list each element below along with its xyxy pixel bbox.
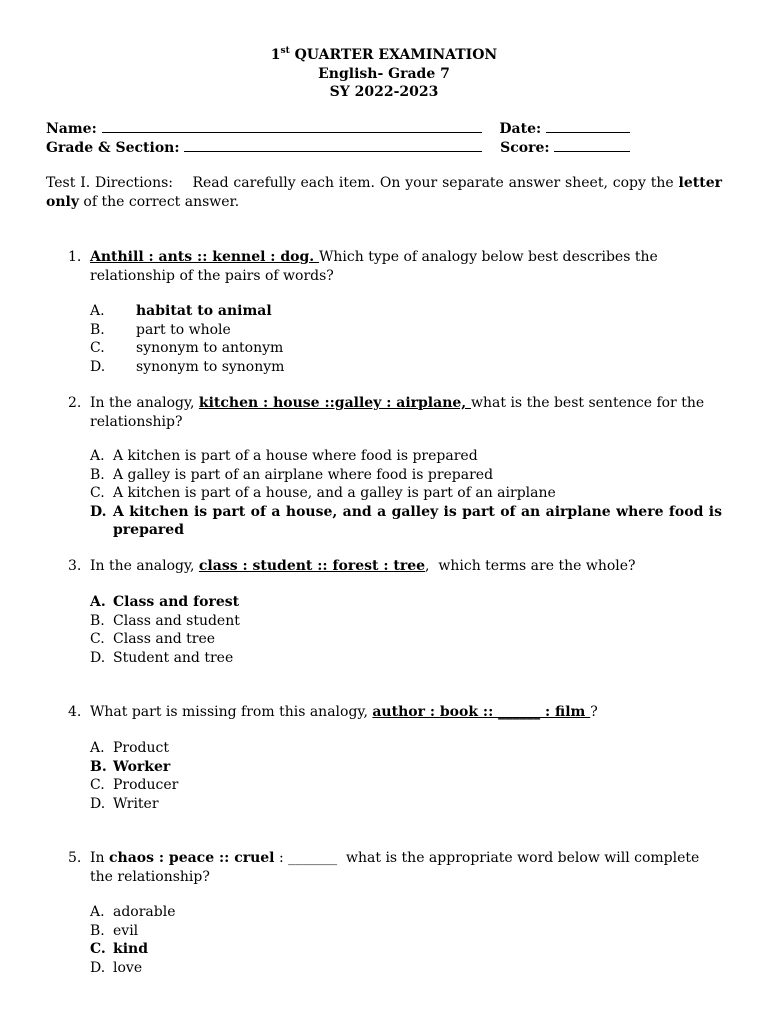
- question-text: [90, 703, 722, 722]
- directions: [46, 174, 722, 211]
- directions-text-end: of the correct answer.: [78, 193, 240, 210]
- option-b[interactable]: [90, 758, 722, 777]
- question-pre: In the analogy,: [90, 395, 199, 411]
- option-text: A galley is part of an airplane where food is prepared: [113, 466, 494, 483]
- option-d[interactable]: [90, 959, 722, 978]
- option-text: Producer: [113, 777, 179, 793]
- question-rest: ?: [590, 704, 598, 720]
- quarter-number: 1: [270, 47, 281, 63]
- option-letter: A.: [90, 594, 106, 610]
- question-rest: : _______ what is the appropriate word below will complete the relationship?: [90, 850, 704, 885]
- question-number: 5.: [68, 850, 82, 866]
- option-d[interactable]: [90, 649, 722, 668]
- question-pre: In the analogy,: [90, 558, 199, 574]
- grade-section-label: Grade & Section:: [46, 140, 180, 156]
- option-letter: D.: [90, 959, 106, 976]
- option-letter: D.: [90, 795, 106, 812]
- option-d[interactable]: [90, 795, 722, 814]
- analogy-text: kitchen : house ::galley : airplane,: [198, 395, 472, 411]
- option-letter: C.: [90, 340, 105, 356]
- option-text: Class and student: [113, 612, 240, 629]
- option-text: evil: [113, 922, 139, 939]
- option-letter: B.: [90, 321, 105, 338]
- date-label: Date:: [499, 121, 542, 137]
- score-field[interactable]: [554, 139, 630, 152]
- option-text: A kitchen is part of a house where food is prepared: [113, 448, 478, 464]
- option-letter: A.: [90, 448, 105, 464]
- option-text: kind: [113, 941, 148, 957]
- question-3-options: [90, 593, 722, 667]
- option-text: Worker: [113, 758, 171, 775]
- question-1-options: [90, 302, 722, 376]
- question-3: [68, 557, 722, 576]
- option-d[interactable]: [90, 503, 722, 540]
- option-a[interactable]: [90, 447, 722, 466]
- question-1: [68, 248, 722, 285]
- option-letter: A.: [90, 303, 105, 319]
- option-text: Class and tree: [113, 631, 216, 647]
- quarter-suffix: st: [280, 46, 290, 56]
- question-rest: what is the best sentence for the relationship?: [90, 395, 705, 430]
- option-c[interactable]: [90, 339, 722, 358]
- directions-text: Test I. Directions: Read carefully each item. On your separate answer sheet, copy the: [46, 175, 679, 191]
- exam-header: [0, 46, 768, 102]
- option-letter: C.: [90, 941, 106, 957]
- option-letter: B.: [90, 612, 105, 629]
- option-a[interactable]: [90, 739, 722, 758]
- question-2: [68, 394, 722, 431]
- option-a[interactable]: [90, 903, 722, 922]
- option-b[interactable]: [90, 321, 722, 340]
- option-text: A kitchen is part of a house, and a galley is part of an airplane: [113, 485, 556, 501]
- option-letter: A.: [90, 740, 105, 756]
- option-letter: B.: [90, 922, 105, 939]
- option-b[interactable]: [90, 466, 722, 485]
- question-text: [90, 557, 722, 576]
- option-text: habitat to animal: [136, 303, 272, 319]
- option-text: Writer: [113, 795, 159, 812]
- analogy-text: Anthill : ants :: kennel : dog.: [90, 249, 320, 265]
- exam-title: [0, 46, 768, 65]
- analogy-text: chaos : peace :: cruel: [109, 850, 275, 866]
- question-pre: What part is missing from this analogy,: [90, 704, 373, 720]
- name-date-row: [46, 120, 722, 137]
- option-letter: D.: [90, 649, 106, 666]
- question-pre: In: [90, 850, 109, 866]
- question-number: 3.: [68, 558, 82, 574]
- question-2-options: [90, 447, 722, 540]
- option-letter: B.: [90, 758, 107, 775]
- analogy-text: class : student :: forest : tree: [198, 558, 426, 574]
- option-letter: A.: [90, 904, 105, 920]
- grade-score-row: [46, 139, 722, 156]
- option-b[interactable]: [90, 612, 722, 631]
- question-5: [68, 849, 722, 886]
- option-text: A kitchen is part of a house, and a galley is part of an airplane where food is prepared: [113, 503, 722, 538]
- option-letter: C.: [90, 777, 105, 793]
- question-4: [68, 703, 722, 722]
- option-b[interactable]: [90, 922, 722, 941]
- date-field[interactable]: [546, 120, 630, 133]
- question-text: [90, 248, 722, 285]
- option-a[interactable]: [90, 302, 722, 321]
- option-text: part to whole: [136, 321, 231, 338]
- question-4-options: [90, 739, 722, 813]
- option-text: synonym to synonym: [136, 358, 285, 375]
- question-number: 2.: [68, 395, 82, 411]
- option-letter: D.: [90, 503, 107, 520]
- option-text: synonym to antonym: [136, 340, 284, 356]
- option-c[interactable]: [90, 940, 722, 959]
- option-text: Class and forest: [113, 594, 240, 610]
- question-number: 1.: [68, 249, 82, 265]
- option-letter: B.: [90, 466, 105, 483]
- option-text: Student and tree: [113, 649, 234, 666]
- score-label: Score:: [500, 140, 550, 156]
- name-field[interactable]: [102, 120, 482, 133]
- school-year: SY 2022-2023: [329, 84, 439, 100]
- exam-title-text: QUARTER EXAMINATION: [289, 47, 498, 63]
- question-number: 4.: [68, 704, 82, 720]
- option-d[interactable]: [90, 358, 722, 377]
- question-rest: , which terms are the whole?: [425, 558, 636, 574]
- name-label: Name:: [46, 121, 97, 137]
- question-rest: Which type of analogy below best describes the relationship of the pairs of words?: [90, 249, 658, 284]
- option-c[interactable]: [90, 776, 722, 795]
- question-5-options: [90, 903, 722, 977]
- option-a[interactable]: [90, 593, 722, 612]
- question-text: [90, 394, 722, 431]
- analogy-text: author : book :: ______ : film: [372, 704, 591, 720]
- option-letter: D.: [90, 358, 106, 375]
- option-text: Product: [113, 740, 169, 756]
- option-text: love: [113, 959, 143, 976]
- exam-subject: English- Grade 7: [318, 65, 450, 82]
- option-c[interactable]: [90, 630, 722, 649]
- option-text: adorable: [113, 904, 176, 920]
- option-letter: C.: [90, 485, 105, 501]
- question-text: [90, 849, 722, 886]
- directions-bold: letter only: [46, 175, 722, 210]
- option-c[interactable]: [90, 484, 722, 503]
- option-letter: C.: [90, 631, 105, 647]
- grade-section-field[interactable]: [184, 139, 482, 152]
